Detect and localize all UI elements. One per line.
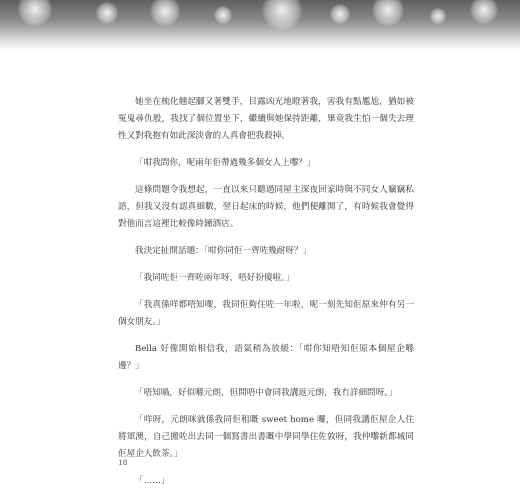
dialogue-paragraph: 「我同咗佢一齊咗兩年呀，唔好扮傻啦。」 (135, 273, 294, 283)
dialogue-paragraph: 「我真係咩都唔知㗎，我同佢夠住咗一年啦，呢一刻先知佢原來仲有另一個女朋友。」 (118, 300, 414, 327)
bokeh-light (96, 2, 118, 24)
paragraph: 這條問題令我想起，一直以來只聽過同屋主深夜回家時與不同女人竊竊私語，但我又沒有認真細數，翌日起床的時候，他們便離開了，有時候我會覺得對他而言這裡比較像時鐘酒店。 (118, 185, 414, 229)
bokeh-light (330, 4, 350, 24)
dialogue-paragraph: 「咁我問你，呢兩年佢帶過幾多個女人上嚟？」 (135, 158, 316, 168)
paragraph: Bella 好像開始相信我，語氣稍為放緩：「咁你知唔知佢原本個屋企喺邊？」 (118, 344, 414, 371)
bokeh-light (150, 0, 180, 26)
bokeh-light (262, 0, 302, 30)
bokeh-light (214, 6, 232, 24)
dialogue-paragraph: 「唔知喎，好似喺元朗，但問唔中會同我講返元朗，我冇詳細問呀。」 (135, 388, 398, 398)
dialogue-paragraph: 「咩呀，元朗咪就係我同佢租嘅 sweet home 囉，但同我講佢屋企人住將軍澳，自己搬咗出去同一個寫書出書嘅中學同學住佐敦呀，我仲嚟新都城同佢屋企人飲茶。」 (118, 415, 414, 459)
body-text (118, 94, 414, 500)
header-photo-band (0, 0, 520, 50)
bokeh-light (430, 8, 446, 24)
paragraph: 我決定扯開話題：「咁你同佢一齊咗幾耐呀？」 (135, 246, 312, 256)
dialogue-paragraph: 「……」 (135, 476, 170, 486)
bokeh-light (18, 0, 52, 26)
bokeh-light (470, 0, 498, 24)
bokeh-light (372, 0, 404, 26)
paragraph: 她坐在梳化翹起腳又著雙手，目露凶光地瞪著我，害我有點尷尬，猶如被冤鬼尋仇般，我找了個位置坐下，繼續與她保持距離，畢竟我生怕一個失去理性又對我抱有如此深淡會的人真會把我殺掉。 (118, 97, 414, 141)
page-number: 18 (118, 458, 128, 467)
